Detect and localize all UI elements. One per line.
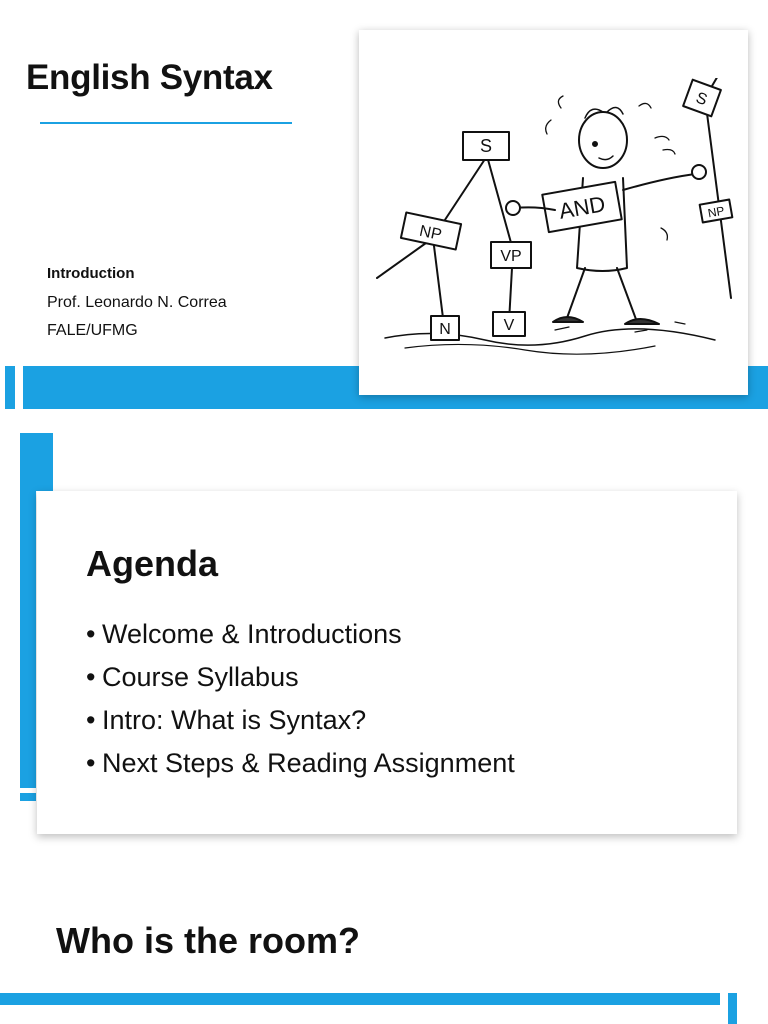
author-name: Prof. Leonardo N. Correa: [47, 294, 227, 311]
sign-label: AND: [557, 191, 608, 224]
agenda-list: [86, 613, 515, 785]
slide-heading: Who is the room?: [56, 920, 360, 961]
agenda-item: [86, 613, 515, 656]
agenda-item: [86, 699, 515, 742]
sign-label: V: [503, 317, 515, 334]
illustration-card: [359, 30, 748, 395]
bullet-icon: •: [86, 619, 96, 649]
bullet-icon: •: [86, 748, 96, 778]
agenda-item-text: Next Steps & Reading Assignment: [102, 748, 515, 778]
accent-bar: [20, 793, 36, 801]
agenda-card: [37, 491, 737, 834]
agenda-item: [86, 742, 515, 785]
title-underline: [40, 122, 292, 124]
sign-label: NP: [706, 203, 726, 221]
slide-title-heading: English Syntax: [26, 58, 273, 97]
agenda-title: Agenda: [86, 543, 219, 584]
agenda-item-text: Welcome & Introductions: [102, 619, 402, 649]
agenda-item-text: Intro: What is Syntax?: [102, 705, 367, 735]
agenda-item: [86, 656, 515, 699]
sign-label: N: [439, 321, 451, 338]
accent-bar: [0, 993, 720, 1005]
bullet-icon: •: [86, 662, 96, 692]
sign-label: S: [693, 89, 710, 110]
accent-bar: [20, 433, 36, 788]
sign-label: VP: [500, 248, 522, 265]
agenda-item-text: Course Syllabus: [102, 662, 299, 692]
syntax-tree-cartoon-icon: [375, 78, 735, 378]
sign-label: NP: [417, 222, 444, 245]
bullet-icon: •: [86, 705, 96, 735]
institution: FALE/UFMG: [47, 322, 138, 339]
slide-subtitle: Introduction: [47, 265, 135, 282]
accent-bar-thin: [728, 993, 737, 1024]
accent-bar-thin: [5, 366, 15, 409]
sign-label: S: [479, 136, 493, 156]
